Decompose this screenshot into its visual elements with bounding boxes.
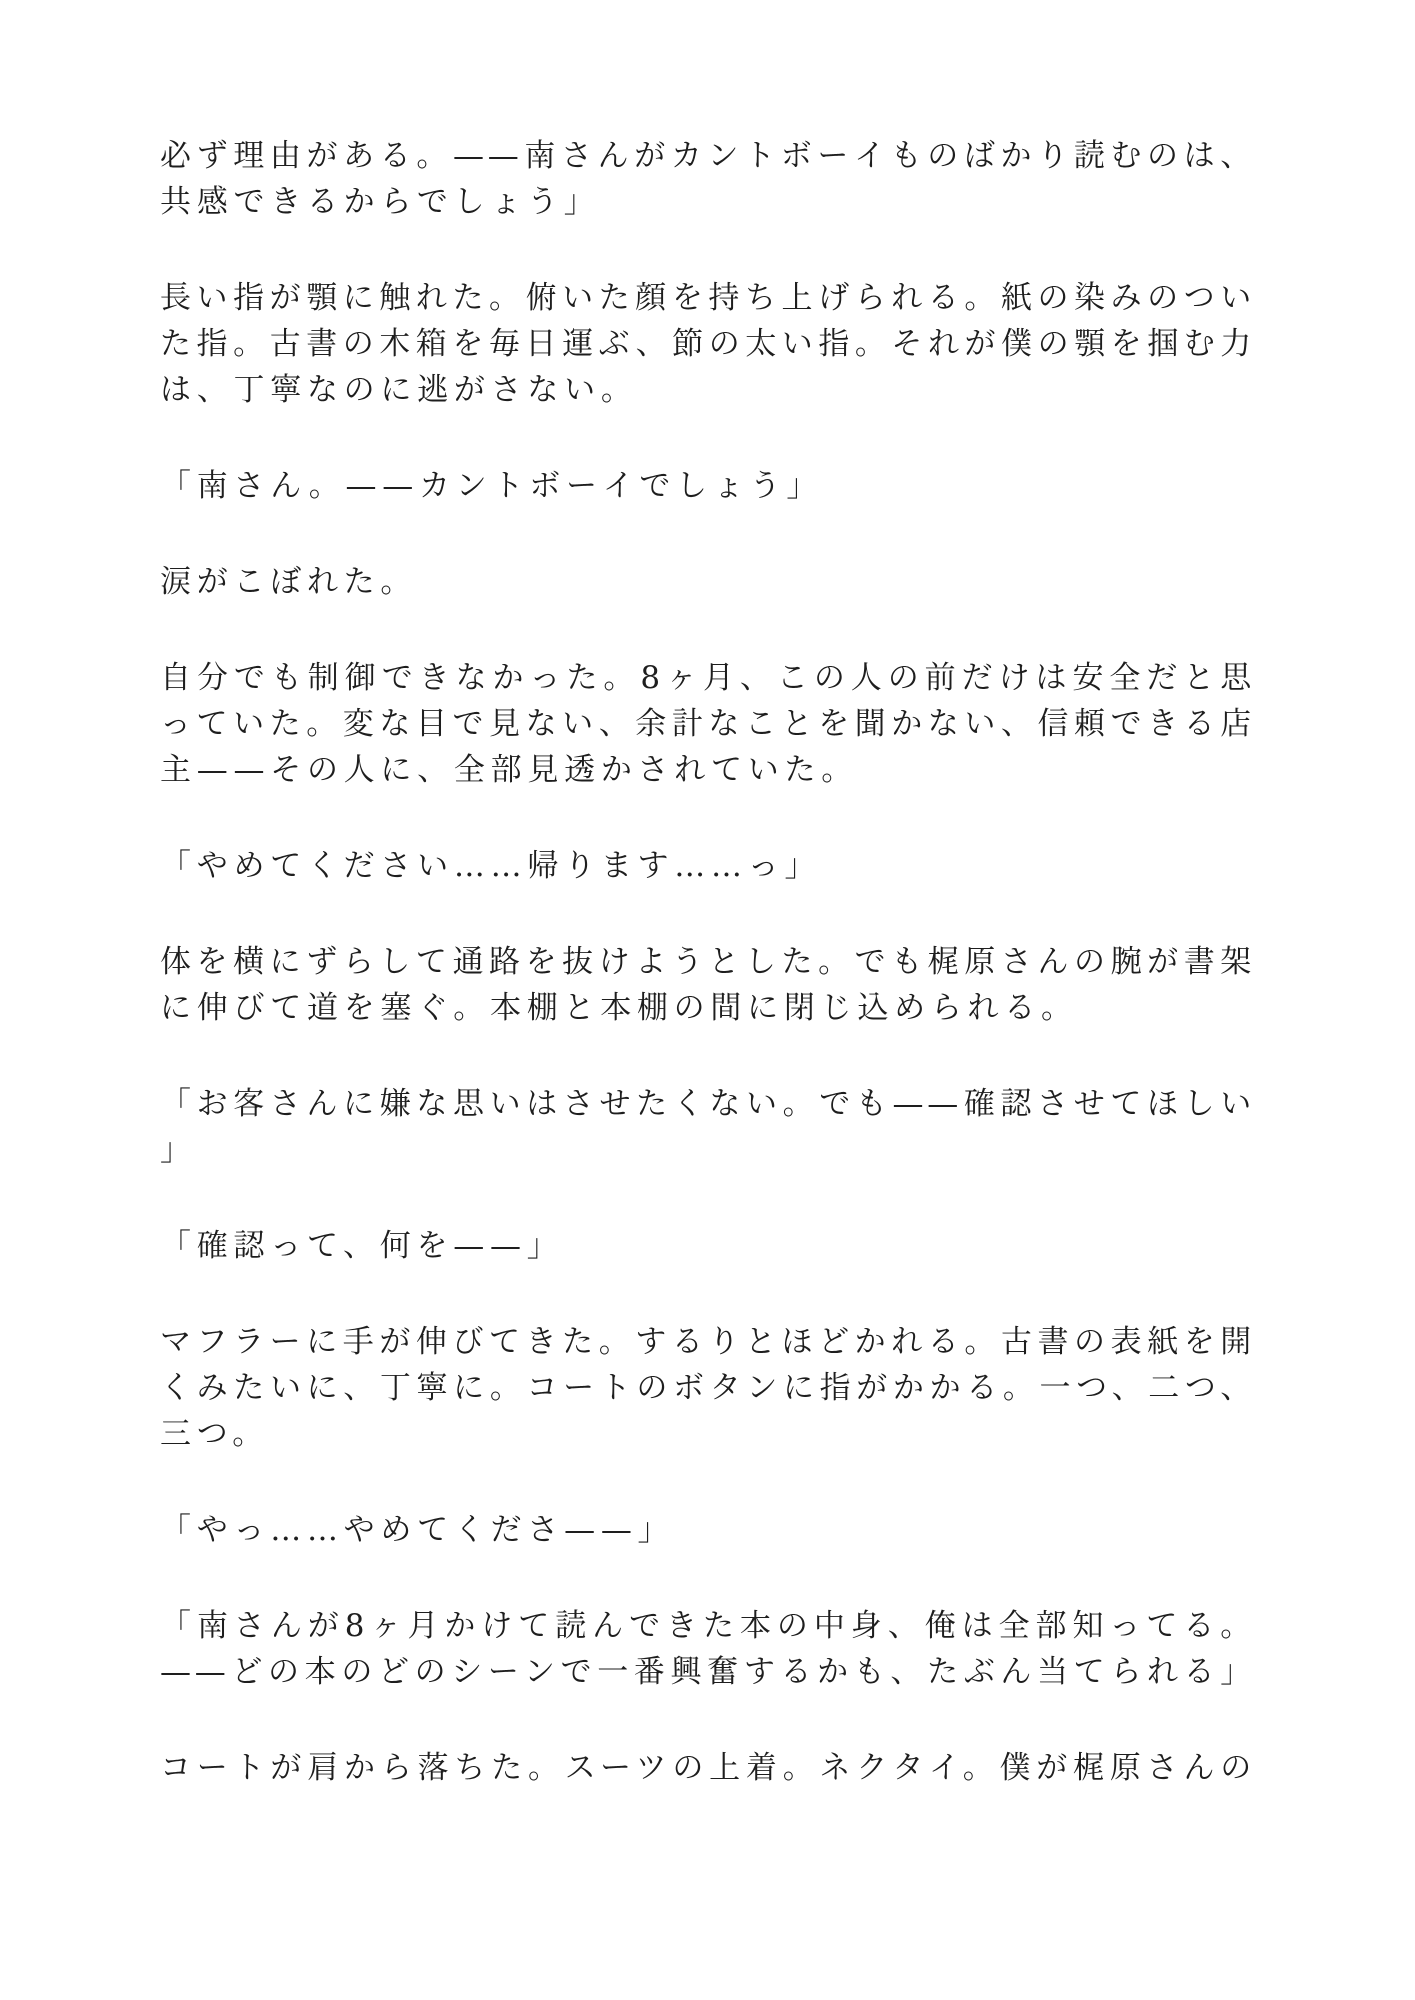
text-line: は、丁寧なのに逃がさない。 [160,372,638,408]
text-line: くみたいに、丁寧に。コートのボタンに指がかかる。一つ、二つ、 [160,1370,1255,1406]
text-line: コートが肩から落ちた。スーツの上着。ネクタイ。僕が梶原さんの [160,1750,1255,1786]
text-line: 「やめてください……帰ります……っ」 [160,848,822,884]
paragraph [160,275,1255,413]
text-line: 「やっ……やめてくださ——」 [160,1512,675,1548]
paragraph [160,1223,1255,1269]
text-line: た指。古書の木箱を毎日運ぶ、節の太い指。それが僕の顎を掴む力 [160,326,1255,362]
text-line: 「南さんが8ヶ月かけて読んできた本の中身、俺は全部知ってる。 [160,1608,1255,1644]
text-line: 「確認って、何を——」 [160,1228,564,1264]
text-line: 「南さん。——カントボーイでしょう」 [160,468,824,504]
text-line: 共感できるからでしょう」 [160,184,601,220]
text-line: 自分でも制御できなかった。8ヶ月、この人の前だけは安全だと思 [160,660,1255,696]
paragraph [160,133,1255,225]
text-line: ——どの本のどのシーンで一番興奮するかも、たぶん当てられる」 [160,1654,1255,1690]
text-line: 」 [160,1132,197,1168]
text-line: 長い指が顎に触れた。俯いた顔を持ち上げられる。紙の染みのつい [160,280,1255,316]
text-line: 体を横にずらして通路を抜けようとした。でも梶原さんの腕が書架 [160,944,1255,980]
text-line: 三つ。 [160,1416,269,1452]
paragraph [160,655,1255,793]
paragraph [160,1081,1255,1173]
paragraph [160,1319,1255,1457]
paragraph [160,1507,1255,1553]
paragraph [160,559,1255,605]
text-line: 涙がこぼれた。 [160,564,418,600]
text-line: 主——その人に、全部見透かされていた。 [160,752,858,788]
text-line: 「お客さんに嫌な思いはさせたくない。でも——確認させてほしい [160,1086,1255,1122]
paragraph [160,463,1255,509]
paragraph [160,939,1255,1031]
text-line: に伸びて道を塞ぐ。本棚と本棚の間に閉じ込められる。 [160,990,1078,1026]
text-line: マフラーに手が伸びてきた。するりとほどかれる。古書の表紙を開 [160,1324,1255,1360]
text-line: 必ず理由がある。——南さんがカントボーイものばかり読むのは、 [160,138,1255,174]
text-block [160,133,1255,1791]
paragraph [160,1745,1255,1791]
text-line: っていた。変な目で見ない、余計なことを聞かない、信頼できる店 [160,706,1255,742]
paragraph [160,843,1255,889]
paragraph [160,1603,1255,1695]
